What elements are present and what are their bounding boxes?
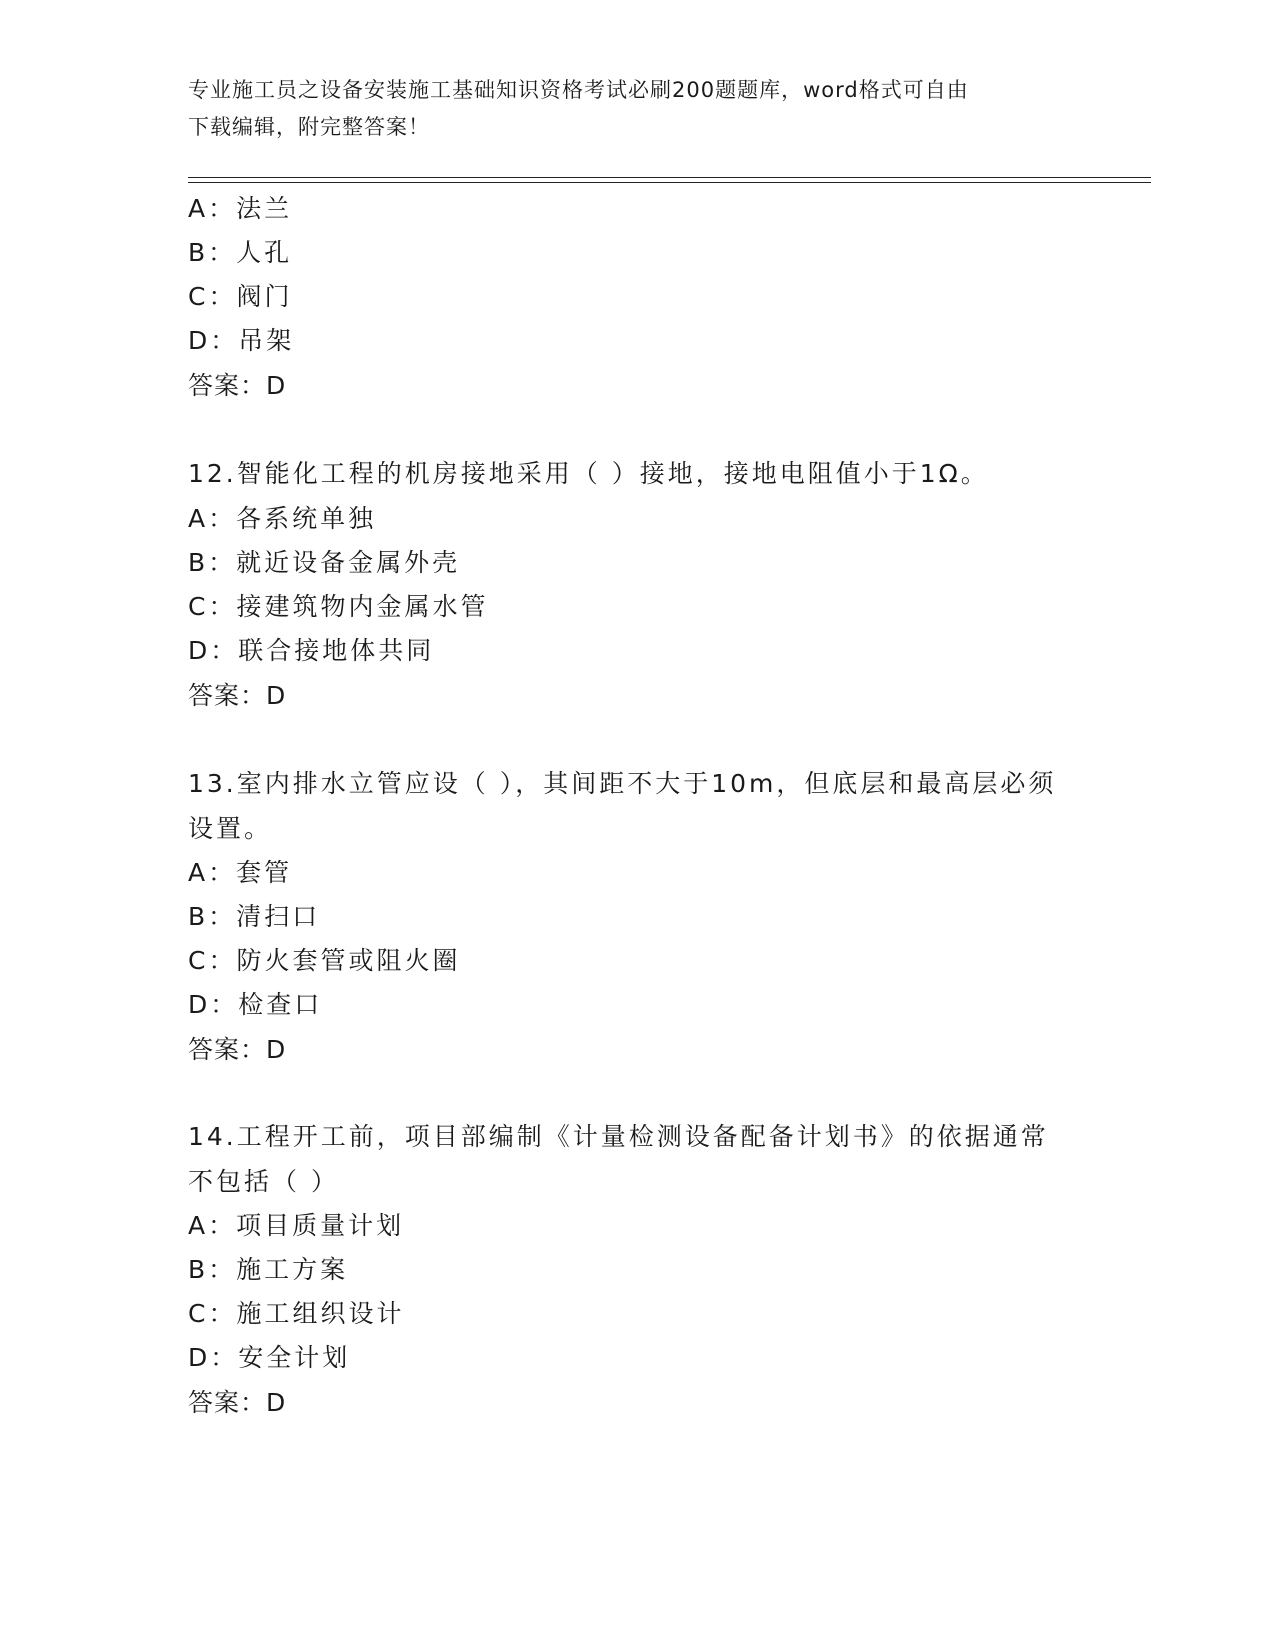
q13-option-b: B：清扫口 bbox=[188, 902, 321, 931]
q11-option-a: A：法兰 bbox=[188, 194, 293, 223]
q12-option-b: B：就近设备金属外壳 bbox=[188, 548, 461, 577]
q11-option-d: D：吊架 bbox=[188, 326, 295, 355]
header-line-2: 下载编辑，附完整答案！ bbox=[188, 115, 430, 139]
q12-answer: 答案：D bbox=[188, 681, 287, 710]
header-divider-bottom bbox=[188, 182, 1151, 183]
q12-option-c: C：接建筑物内金属水管 bbox=[188, 592, 489, 621]
q13-answer: 答案：D bbox=[188, 1035, 287, 1064]
q14-option-a: A：项目质量计划 bbox=[188, 1211, 405, 1240]
q13-option-a: A：套管 bbox=[188, 858, 293, 887]
header-divider-top bbox=[188, 177, 1151, 178]
q12-option-a: A：各系统单独 bbox=[188, 504, 377, 533]
q14-option-c: C：施工组织设计 bbox=[188, 1299, 405, 1328]
q11-answer: 答案：D bbox=[188, 371, 287, 400]
q11-option-c: C：阀门 bbox=[188, 282, 293, 311]
q13-stem-line-2: 设置。 bbox=[188, 814, 273, 843]
q12-stem: 12.智能化工程的机房接地采用（ ）接地，接地电阻值小于1Ω。 bbox=[188, 459, 989, 488]
q14-option-d: D：安全计划 bbox=[188, 1343, 351, 1372]
q14-option-b: B：施工方案 bbox=[188, 1255, 349, 1284]
document-header bbox=[188, 72, 1068, 146]
q14-stem-line-1: 14.工程开工前，项目部编制《计量检测设备配备计划书》的依据通常 bbox=[188, 1122, 1049, 1151]
q13-option-c: C：防火套管或阻火圈 bbox=[188, 946, 461, 975]
q14-answer: 答案：D bbox=[188, 1388, 287, 1417]
q11-option-b: B：人孔 bbox=[188, 238, 293, 267]
q13-stem-line-1: 13.室内排水立管应设（ ），其间距不大于10m，但底层和最高层必须 bbox=[188, 769, 1057, 798]
header-line-1: 专业施工员之设备安装施工基础知识资格考试必刷200题题库，word格式可自由 bbox=[188, 78, 969, 102]
q13-option-d: D：检查口 bbox=[188, 990, 323, 1019]
q12-option-d: D：联合接地体共同 bbox=[188, 636, 435, 665]
q14-stem-line-2: 不包括（ ） bbox=[188, 1167, 339, 1196]
